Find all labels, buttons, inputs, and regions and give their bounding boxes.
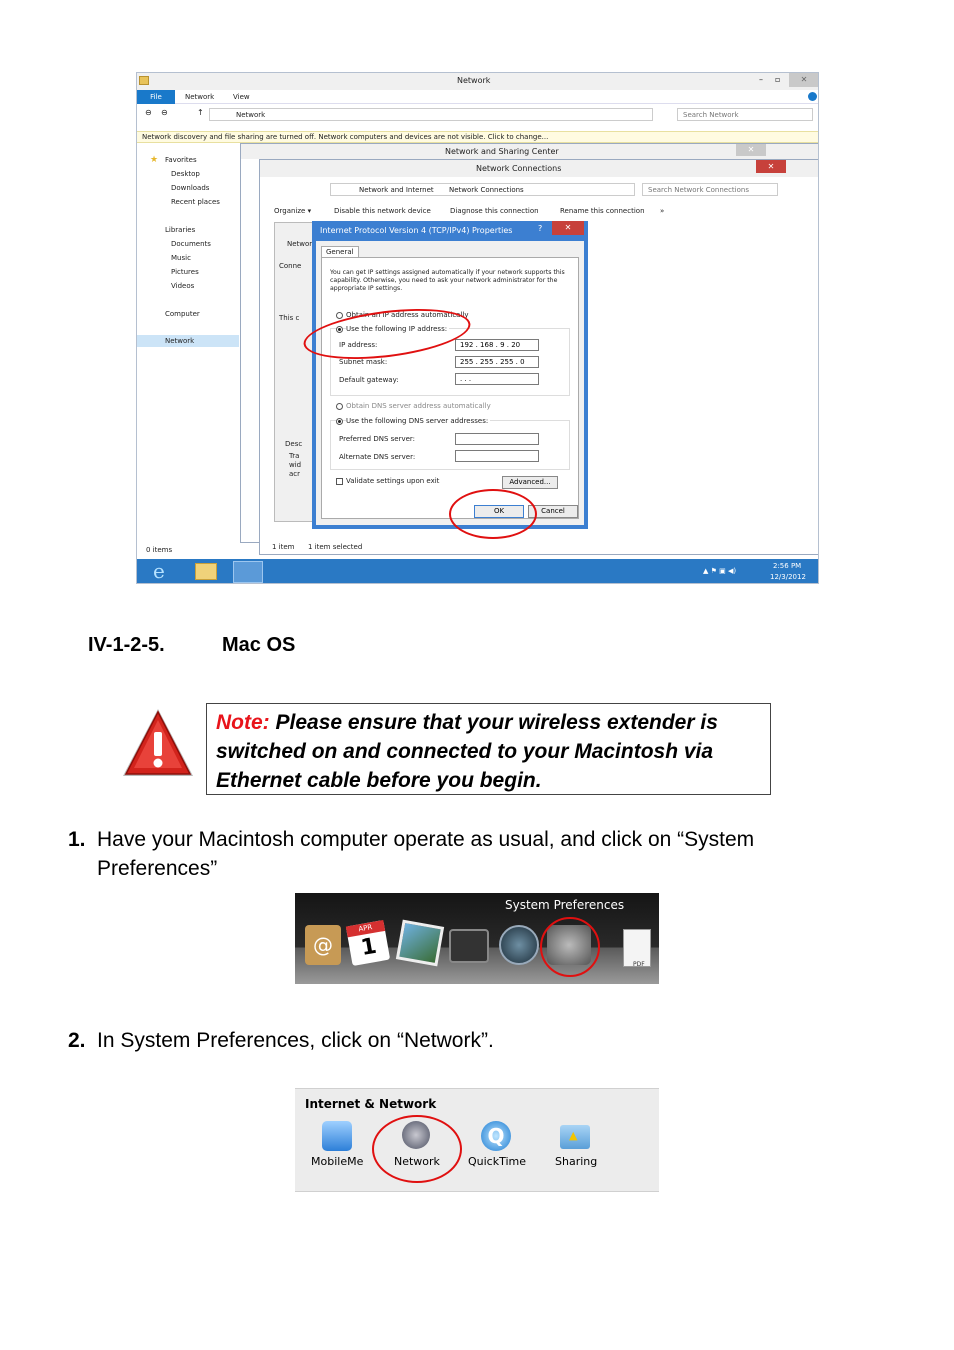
subnet-mask-input[interactable]: 255 . 255 . 255 . 0	[455, 356, 539, 368]
connections-status-selected: 1 item selected	[308, 543, 363, 551]
section-title: Mac OS	[222, 634, 296, 656]
subnet-mask-label: Subnet mask:	[339, 358, 388, 366]
nav-desktop[interactable]: Desktop	[171, 170, 200, 178]
connections-status-items: 1 item	[272, 543, 295, 551]
pdf-label: PDF	[633, 961, 645, 968]
time-machine-icon[interactable]	[499, 925, 539, 965]
dashboard-icon[interactable]	[449, 929, 489, 963]
note-box	[206, 703, 771, 795]
fragment-tra: Tra	[289, 452, 300, 460]
up-icon[interactable]: ↑	[197, 108, 204, 117]
radio-dns-use[interactable]	[336, 418, 343, 425]
prefs-screenshot	[295, 1088, 659, 1192]
fragment-networking: Networ	[287, 240, 313, 248]
validate-checkbox[interactable]	[336, 478, 343, 485]
dock-screenshot	[295, 893, 659, 984]
dns-auto-label: Obtain DNS server address automatically	[346, 402, 491, 410]
quicktime-icon[interactable]: Q	[481, 1121, 511, 1151]
tcpip-dialog	[312, 221, 588, 529]
dns-use-label: Use the following DNS server addresses:	[346, 417, 489, 425]
dns-alternate-input[interactable]	[455, 450, 539, 462]
advanced-button[interactable]: Advanced...	[502, 476, 558, 489]
step-1-number: 1.	[68, 828, 86, 851]
step-2	[68, 1026, 858, 1055]
address-text: Network	[236, 111, 266, 119]
network-taskbar-icon[interactable]	[233, 561, 263, 583]
gateway-label: Default gateway:	[339, 376, 399, 384]
calendar-day: 1	[359, 933, 379, 962]
fragment-wid: wid	[289, 461, 302, 469]
connections-close-icon[interactable]: ✕	[756, 160, 786, 173]
sharing-close-icon[interactable]: ✕	[736, 144, 766, 156]
infobar-text: Network discovery and file sharing are turned off. Network computers and devices are not visible. Click to change...	[142, 133, 549, 141]
nav-network-selected[interactable]	[137, 335, 239, 347]
step-1	[68, 825, 858, 883]
address-row	[137, 106, 819, 124]
help-icon[interactable]	[808, 92, 817, 101]
clock-date[interactable]: 12/3/2012	[770, 573, 806, 581]
nav-videos[interactable]: Videos	[171, 282, 195, 290]
sharing-titlebar	[241, 144, 819, 159]
dialog-body	[316, 241, 584, 525]
nav-favorites[interactable]: Favorites	[165, 156, 197, 164]
iphoto-icon[interactable]	[396, 920, 444, 967]
calendar-icon[interactable]	[346, 920, 390, 966]
connections-search-placeholder: Search Network Connections	[648, 186, 749, 194]
nav-downloads[interactable]: Downloads	[171, 184, 210, 192]
breadcrumb-2[interactable]: Network Connections	[449, 186, 524, 194]
ok-highlight-circle	[449, 489, 537, 539]
cancel-button[interactable]: Cancel	[528, 505, 578, 518]
search-placeholder: Search Network	[683, 111, 739, 119]
explorer-taskbar-icon[interactable]	[195, 563, 217, 580]
clock-time[interactable]: 2:56 PM	[773, 562, 802, 570]
note-label: Note:	[216, 711, 270, 734]
taskbar	[137, 559, 819, 584]
toolbar-more[interactable]: »	[660, 207, 665, 215]
step-1-text: Have your Macintosh computer operate as usual, and click on “System Preferences”	[97, 828, 755, 880]
dns-alternate-label: Alternate DNS server:	[339, 453, 416, 461]
toolbar-rename[interactable]: Rename this connection	[560, 207, 645, 215]
address-book-icon[interactable]: @	[305, 925, 341, 965]
address-bar[interactable]	[209, 108, 653, 121]
network-label[interactable]: Network	[394, 1155, 440, 1168]
connections-search[interactable]	[642, 183, 778, 196]
sharing-warning-icon: ▲	[569, 1129, 578, 1142]
minimize-icon[interactable]: –	[759, 75, 763, 84]
ie-icon[interactable]: e	[153, 559, 165, 583]
mobileme-icon[interactable]	[322, 1121, 352, 1151]
nav-libraries[interactable]: Libraries	[165, 226, 196, 234]
sharing-title: Network and Sharing Center	[445, 147, 559, 156]
tab-network[interactable]: Network	[185, 93, 215, 101]
maximize-icon[interactable]: ▫	[775, 75, 781, 84]
fragment-desc: Desc	[285, 440, 303, 448]
step-2-text: In System Preferences, click on “Network”.	[97, 1029, 494, 1052]
forward-icon[interactable]: ⊖	[161, 108, 168, 117]
tab-file[interactable]: File	[137, 90, 175, 104]
tab-general[interactable]: General	[321, 246, 359, 258]
back-icon[interactable]: ⊖	[145, 108, 152, 117]
prefs-heading: Internet & Network	[305, 1097, 437, 1111]
nav-music[interactable]: Music	[171, 254, 191, 262]
network-highlight	[372, 1115, 462, 1183]
quicktime-label[interactable]: QuickTime	[468, 1155, 527, 1168]
system-preferences-highlight	[540, 917, 600, 977]
ip-address-label: IP address:	[339, 341, 378, 349]
nav-pictures[interactable]: Pictures	[171, 268, 199, 276]
fragment-this: This c	[279, 314, 300, 322]
use-ip-label: Use the following IP address:	[346, 325, 448, 333]
tcpip-desc: You can get IP settings assigned automatically if your network supports this capability. Otherwise, you need to ask your network administrator for the appropriate IP settings.	[330, 269, 565, 292]
dialog-close-icon[interactable]: ✕	[552, 221, 584, 235]
fragment-acr: acr	[289, 470, 301, 478]
toolbar-diagnose[interactable]: Diagnose this connection	[450, 207, 539, 215]
ip-address-input[interactable]: 192 . 168 . 9 . 20	[455, 339, 539, 351]
radio-obtain-ip[interactable]	[336, 312, 343, 319]
toolbar-disable[interactable]: Disable this network device	[334, 207, 431, 215]
note-text: Please ensure that your wireless extender is switched on and connected to your Macintosh via Ethernet cable before you begin.	[216, 711, 718, 792]
nav-pane	[137, 145, 239, 545]
star-icon: ★	[150, 155, 159, 165]
dns-group	[330, 417, 570, 470]
tab-view[interactable]: View	[233, 93, 250, 101]
general-panel	[321, 257, 579, 519]
ok-button[interactable]: OK	[474, 505, 524, 518]
close-icon[interactable]: ✕	[789, 73, 819, 87]
breadcrumb-1[interactable]: Network and Internet	[359, 186, 434, 194]
nav-network: Network	[165, 337, 195, 345]
validate-label: Validate settings upon exit	[346, 477, 440, 485]
explorer-status: 0 items	[146, 546, 173, 554]
connections-address[interactable]	[330, 183, 635, 196]
infobar[interactable]	[137, 131, 819, 143]
dock-tooltip: System Preferences	[505, 898, 625, 912]
sharing-label[interactable]: Sharing	[555, 1155, 598, 1168]
section-heading	[88, 634, 296, 657]
dns-preferred-input[interactable]	[455, 433, 539, 445]
connections-titlebar	[260, 160, 819, 177]
tray-icons[interactable]: ▲ ⚑ ▣ ◀)	[703, 567, 737, 575]
connections-title: Network Connections	[476, 164, 562, 173]
fragment-connect: Conne	[279, 262, 302, 270]
search-network-input[interactable]	[677, 108, 813, 121]
calendar-month: APR	[346, 920, 385, 937]
nav-recent[interactable]: Recent places	[171, 198, 220, 206]
dns-preferred-label: Preferred DNS server:	[339, 435, 416, 443]
step-2-number: 2.	[68, 1029, 86, 1052]
radio-dns-auto[interactable]	[336, 403, 343, 410]
explorer-title: Network	[457, 76, 491, 85]
folder-icon	[139, 76, 149, 85]
windows-screenshot	[136, 72, 819, 584]
toolbar-organize[interactable]: Organize ▾	[274, 207, 312, 215]
nav-computer[interactable]: Computer	[165, 310, 200, 318]
warning-icon	[120, 706, 196, 780]
nav-documents[interactable]: Documents	[171, 240, 211, 248]
dialog-help-icon[interactable]: ?	[538, 224, 543, 233]
section-number: IV-1-2-5.	[88, 634, 165, 656]
tcpip-title: Internet Protocol Version 4 (TCP/IPv4) Properties	[320, 226, 513, 235]
gateway-input[interactable]: . . .	[455, 373, 539, 385]
ribbon	[137, 90, 819, 104]
obtain-ip-label: Obtain an IP address automatically	[346, 311, 469, 319]
explorer-titlebar	[137, 73, 819, 90]
mobileme-label[interactable]: MobileMe	[311, 1155, 364, 1168]
